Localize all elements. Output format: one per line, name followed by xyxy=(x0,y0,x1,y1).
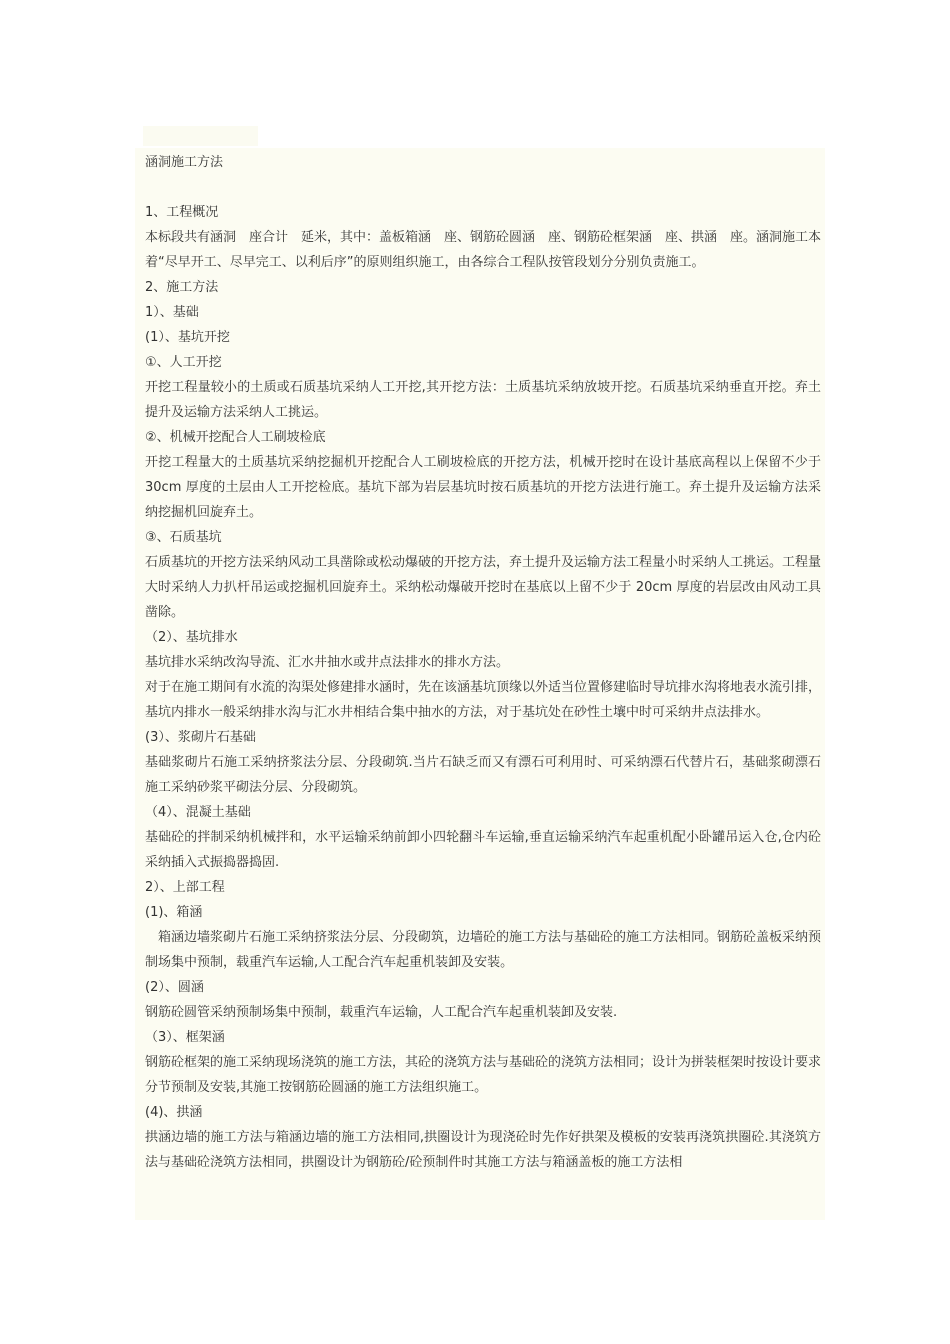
paragraph: 基础浆砌片石施工采纳挤浆法分层、分段砌筑.当片石缺乏而又有漂石可利用时、可采纳漂石代替片石，基础浆砌漂石施工采纳砂浆平砌法分层、分段砌筑。 xyxy=(145,755,821,795)
document-title: 涵洞施工方法 xyxy=(145,155,224,170)
paragraph: 箱涵边墙浆砌片石施工采纳挤浆法分层、分段砌筑，边墙砼的施工方法与基础砼的施工方法相同。钢筋砼盖板采纳预制场集中预制，载重汽车运输,人工配合汽车起重机装卸及安装。 xyxy=(145,930,822,970)
paragraph: 对于在施工期间有水流的沟渠处修建排水涵时，先在该涵基坑顶缘以外适当位置修建临时导坑排水沟将地表水流引排，基坑内排水一般采纳排水沟与汇水井相结合集中抽水的方法，对于基坑处在砂性土壤中时可采纳井点法排水。 xyxy=(145,680,822,720)
paragraph: 基础砼的拌制采纳机械拌和，水平运输采纳前卸小四轮翻斗车运输,垂直运输采纳汽车起重机配小卧罐吊运入仓,仓内砼采纳插入式振捣器捣固. xyxy=(145,830,821,870)
subsection-heading: (4)、拱涵 xyxy=(145,1105,203,1120)
header-tag-strip xyxy=(143,126,258,146)
item-heading: ③、石质基坑 xyxy=(145,530,222,545)
blank-line xyxy=(145,175,821,200)
paragraph: 本标段共有涵洞 座合计 延米，其中：盖板箱涵 座、钢筋砼圆涵 座、钢筋砼框架涵 座、拱涵 座。涵洞施工本着“尽早开工、尽早完工、以利后序”的原则组织施工，由各综合工程队按管段划分分别负责施工。 xyxy=(145,230,822,270)
paragraph: 基坑排水采纳改沟导流、汇水井抽水或井点法排水的排水方法。 xyxy=(145,655,510,670)
subsection-heading: （2）、基坑排水 xyxy=(145,630,238,645)
paragraph: 钢筋砼圆管采纳预制场集中预制，载重汽车运输，人工配合汽车起重机装卸及安装. xyxy=(145,1005,618,1020)
section-heading: 2、施工方法 xyxy=(145,280,219,295)
item-heading: ①、人工开挖 xyxy=(145,355,222,370)
paragraph: 开挖工程量较小的土质或石质基坑采纳人工开挖,其开挖方法：土质基坑采纳放坡开挖。石质基坑采纳垂直开挖。弃土提升及运输方法采纳人工挑运。 xyxy=(145,380,821,420)
paragraph: 石质基坑的开挖方法采纳风动工具凿除或松动爆破的开挖方法，弃土提升及运输方法工程量小时采纳人工挑运。工程量大时采纳人力扒杆吊运或挖掘机回旋弃土。采纳松动爆破开挖时在基底以上留不少于 20cm 厚度的岩层改由风动工具凿除。 xyxy=(145,555,822,620)
subsection-heading: 1）、基础 xyxy=(145,305,199,320)
paragraph: 开挖工程量大的土质基坑采纳挖掘机开挖配合人工刷坡检底的开挖方法，机械开挖时在设计基底高程以上保留不少于 30cm 厚度的土层由人工开挖检底。基坑下部为岩层基坑时按石质基坑的开挖方法进行施工。弃土提升及运输方法采纳挖掘机回旋弃土。 xyxy=(145,455,821,520)
document-body xyxy=(145,150,821,1175)
subsection-heading: (1)、箱涵 xyxy=(145,905,203,920)
item-heading: ②、机械开挖配合人工刷坡检底 xyxy=(145,430,326,445)
subsection-heading: (2）、圆涵 xyxy=(145,980,204,995)
section-heading: 1、工程概况 xyxy=(145,205,219,220)
paragraph: 钢筋砼框架的施工采纳现场浇筑的施工方法，其砼的浇筑方法与基础砼的浇筑方法相同；设计为拼装框架时按设计要求分节预制及安装,其施工按钢筋砼圆涵的施工方法组织施工。 xyxy=(145,1055,822,1095)
subsection-heading: （3）、框架涵 xyxy=(145,1030,225,1045)
subsection-heading: (1）、基坑开挖 xyxy=(145,330,230,345)
subsection-heading: (3）、浆砌片石基础 xyxy=(145,730,256,745)
subsection-heading: （4）、混凝土基础 xyxy=(145,805,251,820)
paragraph: 拱涵边墙的施工方法与箱涵边墙的施工方法相同,拱圈设计为现浇砼时先作好拱架及模板的安装再浇筑拱圈砼.其浇筑方法与基础砼浇筑方法相同，拱圈设计为钢筋砼/砼预制件时其施工方法与箱涵盖板的施工方法相 xyxy=(145,1130,821,1170)
subsection-heading: 2）、上部工程 xyxy=(145,880,225,895)
